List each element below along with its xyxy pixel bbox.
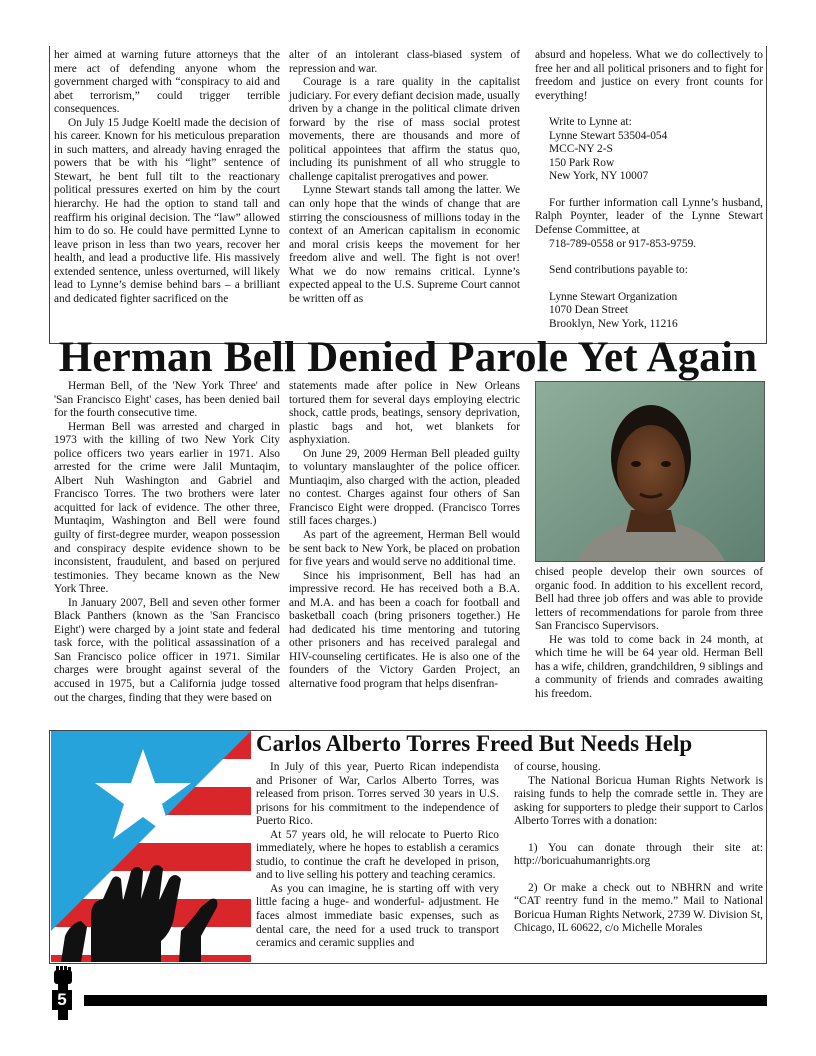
paragraph: The National Boricua Human Rights Network is raising funds to help the comrade settle in. They are asking for supporters to pledge their support to Carlos Alberto Torres with a donation: xyxy=(514,774,763,828)
carlos-col2 xyxy=(514,761,763,936)
top-article-col1 xyxy=(54,49,280,306)
carlos-headline: Carlos Alberto Torres Freed But Needs Help xyxy=(256,731,693,756)
paragraph: her aimed at warning future attorneys that the mere act of defending anyone whom the government charged with “conspiracy to aid and abet terrorism,” could trigger terrible consequences. xyxy=(54,49,280,116)
address-line: Lynne Stewart Organization xyxy=(549,290,678,303)
address-line: Lynne Stewart 53504-054 xyxy=(549,129,668,142)
herman-col3 xyxy=(535,566,763,701)
paragraph: statements made after police in New Orleans tortured them for several days employing electric shock, cattle prods, beatings, sensory deprivation, plastic bags and hot, wet blankets for asphyxiation. xyxy=(289,380,520,447)
contributions-address xyxy=(535,291,763,332)
paragraph: In January 2007, Bell and seven other former Black Panthers (known as the 'San Francisco Eight') were charged by a joint state and federal task force, with the political assassination of a San Francisco police officer in 1971. Similar charges were brought against several of the accused in 1975, but a California judge tossed out the charges, finding that they were based on xyxy=(54,596,280,704)
paragraph: Herman Bell was arrested and charged in 1973 with the killing of two New York City police officers two years earlier in 1971. Also arrested for the crime were Jalil Muntaqim, Albert Nuh Washington and Gabriel and Francisco Torres. The two brothers were later acquitted for lack of evidence. The other three, Muntaqim, Washington and Bell were found guilty of first-degree murder, weapon possession and conspiracy despite evidence shown to be inconsistent, fraudulent, and based on perjured testimonies. They became known as the New York Three. xyxy=(54,420,280,596)
paragraph: alter of an intolerant class-biased system of repression and war. xyxy=(289,49,520,75)
herman-bell-photo xyxy=(535,381,765,562)
address-line: Write to Lynne at: xyxy=(549,116,632,129)
paragraph: On July 15 Judge Koeltl made the decision of his career. Known for his meticulous preparation in such matters, and already having enraged the powers that be with his “light” sentence of Stewart, he bent full tilt to the reactionary political pressures exerted on him by the court hierarchy. He had the option to stand tall and reaffirm his original decision. The “law” allowed him to do so. He could have permitted Lynne to leave prison in less than two years, recover her health, and lead a productive life. His massively extended sentence, unless overturned, will likely lead to Lynne’s demise behind bars – a brilliant and dedicated fighter sacrificed on the xyxy=(54,116,280,305)
carlos-col1 xyxy=(256,761,499,951)
contributions-label: Send contributions payable to: xyxy=(549,264,688,277)
paragraph: At 57 years old, he will relocate to Puerto Rico immediately, where he hopes to establish a ceramics studio, to continue the craft he developed in prison, and to live selling his pottery and teaching ceramics. xyxy=(256,828,499,882)
address-line: 1070 Dean Street xyxy=(549,304,629,317)
footer-rule xyxy=(84,995,767,1006)
paragraph: As part of the agreement, Herman Bell would be sent back to New York, be placed on probation for five years and would serve no additional time. xyxy=(289,529,520,569)
paragraph: chised people develop their own sources of organic food. In addition to his excellent record, Bell had three job offers and was able to provide letters of recommendations for parole from three San Francisco Supervisors. xyxy=(535,566,763,633)
herman-col2 xyxy=(289,380,520,692)
herman-bell-headline: Herman Bell Denied Parole Yet Again xyxy=(58,334,758,381)
address-line: MCC-NY 2-S xyxy=(549,143,613,156)
paragraph: In July of this year, Puerto Rican independista and Prisoner of War, Carlos Alberto Torres, was released from prison. Torres served 30 years in U.S. prisons for his commitment to the independence of Puerto Rico. xyxy=(256,761,499,828)
paragraph: On June 29, 2009 Herman Bell pleaded guilty to voluntary manslaughter of the police officer. Muntiaqim, also charged with the action, pleaded no contest. Charges against four others of San Francisco Eight were dropped. (Francisco Torres still faces charges.) xyxy=(289,447,520,528)
paragraph: of course, housing. xyxy=(514,761,601,773)
paragraph: absurd and hopeless. What we do collectively to free her and all political prisoners and to fight for freedom and justice on every front counts for everything! xyxy=(535,49,763,102)
phone-numbers: 718-789-0558 or 917-853-9759. xyxy=(549,237,697,250)
paragraph: Since his imprisonment, Bell has had an impressive record. He has received both a B.A. and M.A. and has been a coach for football and basketball coach (bring prisoners together.) He had dedicated his time mentoring and tutoring other prisoners and has received paralegal and HIV-counseling certificates. He is also one of the founders of the Victory Garden Project, an alternative food program that helps disenfran- xyxy=(289,569,520,691)
paragraph: As you can imagine, he is starting off with very little facing a huge- and wonderful- adjustment. He faces almost immediate basic expenses, such as dental care, the need for a used truck to transport ceramics and ceramic supplies and xyxy=(256,882,499,950)
paragraph: Courage is a rare quality in the capitalist judiciary. For every defiant decision made, usually driven by a change in the political climate driven forward by the rise of mass social protest movements, there are thousands and more of political appointees that affirm the status quo, including its punishment of all who struggle to challenge capitalist prerogatives and power. xyxy=(289,76,520,183)
top-article-col2 xyxy=(289,49,520,306)
address-line: Brooklyn, New York, 11216 xyxy=(549,317,678,330)
address-line: New York, NY 10007 xyxy=(549,170,649,183)
paragraph: Lynne Stewart stands tall among the latter. We can only hope that the winds of change that are stirring the consciousness of millions today in the context of an American capitalism in economic and moral crisis keeps the movement for her freedom alive and well. The fight is not over! What we do now remains critical. Lynne’s expected appeal to the U.S. Supreme Court cannot be written off as xyxy=(289,184,520,305)
top-article-col3 xyxy=(535,49,763,331)
page-number: 5 xyxy=(52,990,72,1010)
paragraph: 2) Or make a check out to NBHRN and write “CAT reentry fund in the memo.” Mail to National Boricua Human Rights Network, 2739 W. Division St, Chicago, IL 60622, c/o Michelle Morales xyxy=(514,881,763,935)
paragraph: He was told to come back in 24 month, at which time he will be 64 year old. Herman Bell has a wife, children, grandchildren, 9 siblings and a community of friends and comrades awaiting his freedom. xyxy=(535,633,763,700)
paragraph: For further information call Lynne’s husband, Ralph Poynter, leader of the Lynne Stewart Defense Committee, at xyxy=(535,196,763,237)
write-to-address xyxy=(535,116,763,184)
paragraph: Herman Bell, of the 'New York Three' and 'San Francisco Eight' cases, has been denied bail for the fourth consecutive time. xyxy=(54,380,280,420)
puerto-rico-flag-illustration xyxy=(51,731,251,962)
herman-col1 xyxy=(54,380,280,705)
address-line: 150 Park Row xyxy=(549,156,615,169)
paragraph: 1) You can donate through their site at: http://boricuahumanrights.org xyxy=(514,841,763,868)
